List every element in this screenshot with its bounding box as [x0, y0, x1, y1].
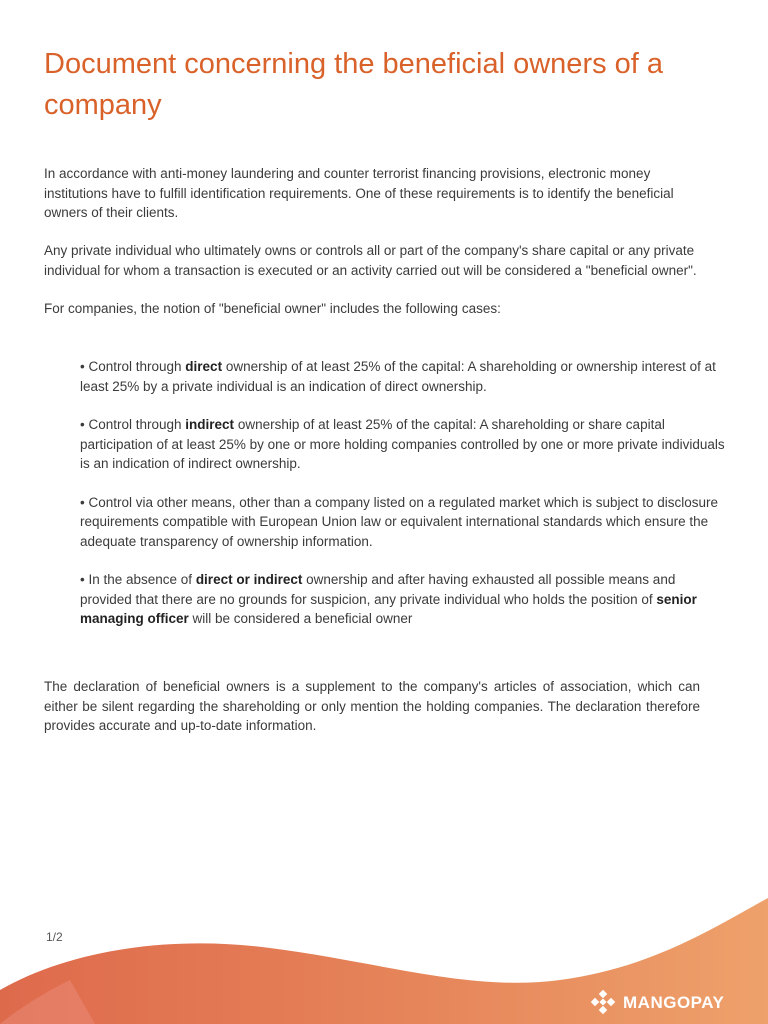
case-emphasis: direct	[185, 359, 223, 374]
beneficial-owner-cases-list	[80, 357, 730, 648]
case-emphasis: direct or indirect	[195, 572, 303, 587]
case-indirect-ownership	[80, 415, 730, 474]
case-text: will be considered a beneficial owner	[188, 611, 413, 626]
case-text: • Control through	[80, 417, 186, 432]
conclusion-paragraph: The declaration of beneficial owners is a supplement to the company's articles of association, which can either be silent regarding the shareholding or only mention the holding companies. The declaration therefore provides accurate and up-to-date information.	[44, 679, 700, 733]
case-text: • Control through	[80, 359, 186, 374]
brand-name: MANGOPAY	[623, 993, 725, 1012]
case-text: • In the absence of	[80, 572, 196, 587]
page-number: 1/2	[46, 930, 63, 944]
document-title: Document concerning the beneficial owners of a company	[44, 48, 664, 121]
case-emphasis: indirect	[185, 417, 235, 432]
case-direct-ownership	[80, 357, 730, 396]
case-text: • Control via other means, other than a company listed on a regulated market which is subject to disclosure requirements compatible with European Union law or equivalent international standards which ensure the adequate transparency of ownership information.	[80, 494, 719, 549]
definition-paragraph: Any private individual who ultimately owns or controls all or part of the company's share capital or any private individual for whom a transaction is executed or an activity carried out will be considered a "beneficial owner".	[44, 243, 697, 278]
cases-intro-paragraph: For companies, the notion of "beneficial owner" includes the following cases:	[44, 301, 501, 316]
case-text: ownership and after having exhausted all possible means and provided that there are no grounds for suspicion, any private individual who holds the position of	[80, 572, 676, 607]
intro-paragraph: In accordance with anti-money laundering and counter terrorist financing provisions, electronic money institutions have to fulfill identification requirements. One of these requirements is to identify the beneficial owners of their clients.	[44, 166, 674, 220]
case-text: ownership of at least 25% of the capital: A shareholding or ownership interest of at least 25% by a private individual is an indication of direct ownership.	[80, 359, 716, 394]
case-senior-managing-officer	[80, 570, 730, 629]
mangopay-logo-icon	[590, 990, 616, 1016]
case-other-means	[80, 493, 730, 552]
case-emphasis: senior managing officer	[80, 591, 697, 626]
case-text: ownership of at least 25% of the capital: A shareholding or share capital participation of at least 25% by one or more holding companies controlled by one or more private individuals is an indication of indirect ownership.	[80, 417, 725, 471]
brand-logo	[590, 990, 724, 1016]
